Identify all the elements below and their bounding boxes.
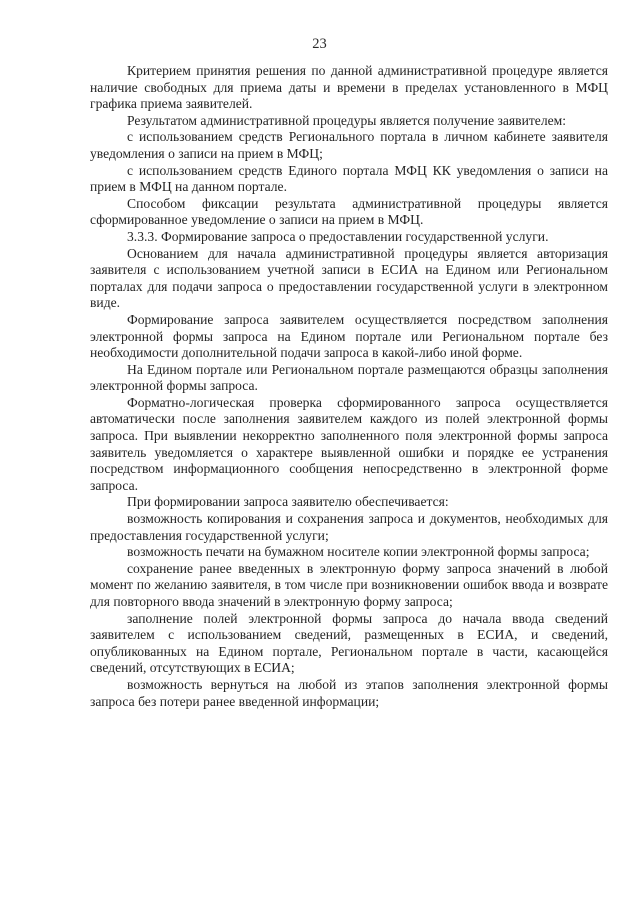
- paragraph-section-3-3-3: 3.3.3. Формирование запроса о предоставлении государственной услуги.: [127, 228, 549, 244]
- paragraph-request-formation: Формирование запроса заявителем осуществляется посредством заполнения электронной формы запроса на Едином портале или Региональном портале без необходимости дополнительной подачи запроса в какой-либо иной форме.: [90, 311, 608, 361]
- paragraph-save-values: сохранение ранее введенных в электронную форму запроса значений в любой момент по желанию заявителя, в том числе при возникновении ошибок ввода и возврате для повторного ввода значений в электронную форму запроса;: [90, 560, 608, 609]
- paragraph-procedure-result: Результатом административной процедуры является получение заявителем:: [127, 112, 567, 128]
- paragraph-regional-portal-notice: с использованием средств Регионального портала в личном кабинете заявителя уведомления о записи на прием в МФЦ;: [90, 129, 608, 161]
- paragraph-procedure-basis: Основанием для начала административной процедуры является авторизация заявителя с использованием учетной записи в ЕСИА на Едином или Региональном порталах для подачи запроса о предоставлении государственной услуги в электронном виде.: [90, 245, 608, 311]
- document-body: [90, 63, 608, 710]
- paragraph-autofill-fields: заполнение полей электронной формы запроса до начала ввода сведений заявителем с использованием сведений, размещенных в ЕСИА, и сведений, опубликованных на Едином портале, Региональном портале в части, касающейся сведений, отсутствующих в ЕСИА;: [90, 610, 608, 676]
- paragraph-return-to-step: возможность вернуться на любой из этапов заполнения электронной формы запроса без потери ранее введенной информации;: [90, 676, 608, 709]
- paragraph-print-copy: возможность печати на бумажном носителе копии электронной формы запроса;: [127, 544, 590, 560]
- page-number: 23: [312, 36, 327, 52]
- paragraph-result-fixation: Способом фиксации результата административной процедуры является сформированное уведомление о записи на прием в МФЦ.: [90, 195, 608, 228]
- paragraph-decision-criterion: Критерием принятия решения по данной административной процедуре является наличие свободных для приема даты и времени в пределах установленного в МФЦ графика приема заявителей.: [90, 63, 608, 112]
- paragraph-copy-save: возможность копирования и сохранения запроса и документов, необходимых для предоставления государственной услуги;: [90, 511, 608, 543]
- paragraph-provided-features: При формировании запроса заявителю обеспечивается:: [127, 494, 449, 510]
- paragraph-format-check: Форматно-логическая проверка сформированного запроса осуществляется автоматически после заполнения заявителем каждого из полей электронной формы запроса. При выявлении некорректно заполненного поля электронной формы запроса заявитель уведомляется о характере выявленной ошибки и порядке ее устранения посредством информационного сообщения непосредственно в электронной форме запроса.: [90, 394, 608, 493]
- paragraph-form-samples: На Едином портале или Региональном портале размещаются образцы заполнения электронной формы запроса.: [90, 361, 608, 394]
- paragraph-unified-portal-notice: с использованием средств Единого портала МФЦ КК уведомления о записи на прием в МФЦ на данном портале.: [90, 162, 608, 195]
